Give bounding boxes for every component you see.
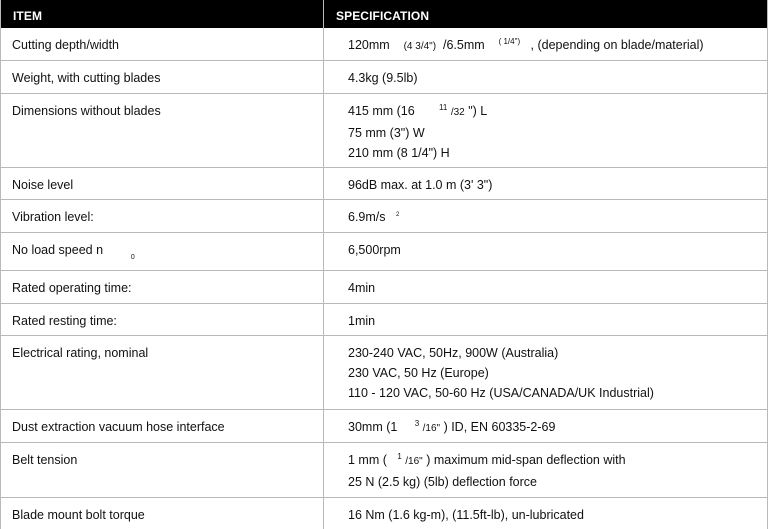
table-row-dimensions xyxy=(1,94,767,168)
table-row-resting-time xyxy=(1,304,767,336)
table-row-operating-time xyxy=(1,271,767,304)
spec-value: 30mm (1 $^3$ /16" ) ID, EN 60335-2-69 xyxy=(348,419,556,434)
spec-value: 4min xyxy=(348,281,376,295)
item-label: Dimensions without blades xyxy=(1,94,324,167)
item-label: Belt tension xyxy=(1,443,324,497)
spec-value: 415 mm (16 $^{11}$ /32 ") L 75 mm (3") W 210 mm (8 1/4") H xyxy=(348,103,488,160)
item-label: No load speed n $_0$ xyxy=(1,233,324,270)
spec-value: 1 mm ( $^1$ /16" ) maximum mid-span deflection with 25 N (2.5 kg) (5lb) deflection force xyxy=(348,452,626,489)
item-label: Noise level xyxy=(1,168,324,199)
spec-value: 96dB max. at 1.0 m (3' 3") xyxy=(348,178,493,192)
spec-value: 16 Nm (1.6 kg-m), (11.5ft-lb), un-lubricated xyxy=(348,508,584,522)
table-row-noise xyxy=(1,168,767,200)
spec-value: 120mm (4 3/4") /6.5mm $^{( 1/4")}$ , (depending on blade/material) xyxy=(348,37,704,52)
header-specification: SPECIFICATION xyxy=(336,9,430,23)
spec-value: 230-240 VAC, 50Hz, 900W (Australia) 230 VAC, 50 Hz (Europe) 110 - 120 VAC, 50-60 Hz (USA/CANADA/UK Industrial) xyxy=(348,346,654,400)
item-label: Rated resting time: xyxy=(1,304,324,335)
item-label: Vibration level: xyxy=(1,200,324,232)
item-label: Dust extraction vacuum hose interface xyxy=(1,410,324,442)
table-row-electrical-rating xyxy=(1,336,767,410)
item-label: Weight, with cutting blades xyxy=(1,61,324,93)
table-row-no-load-speed xyxy=(1,233,767,271)
table-row-bolt-torque xyxy=(1,498,767,529)
item-label: Cutting depth/width xyxy=(1,28,324,60)
table-row-weight xyxy=(1,61,767,94)
spec-value: 1min xyxy=(348,314,376,328)
item-label: Rated operating time: xyxy=(1,271,324,303)
table-row-dust-extraction xyxy=(1,410,767,443)
header-item: ITEM xyxy=(1,0,324,28)
spec-value: 6.9m/s $^2$ xyxy=(348,210,400,224)
table-header xyxy=(1,0,767,28)
table-row-cutting-depth xyxy=(1,28,767,61)
table-row-belt-tension xyxy=(1,443,767,498)
item-label: Blade mount bolt torque xyxy=(1,498,324,529)
spec-value: 4.3kg (9.5lb) xyxy=(348,71,418,85)
spec-value: 6,500rpm xyxy=(348,243,401,257)
table-row-vibration xyxy=(1,200,767,233)
item-label: Electrical rating, nominal xyxy=(1,336,324,409)
